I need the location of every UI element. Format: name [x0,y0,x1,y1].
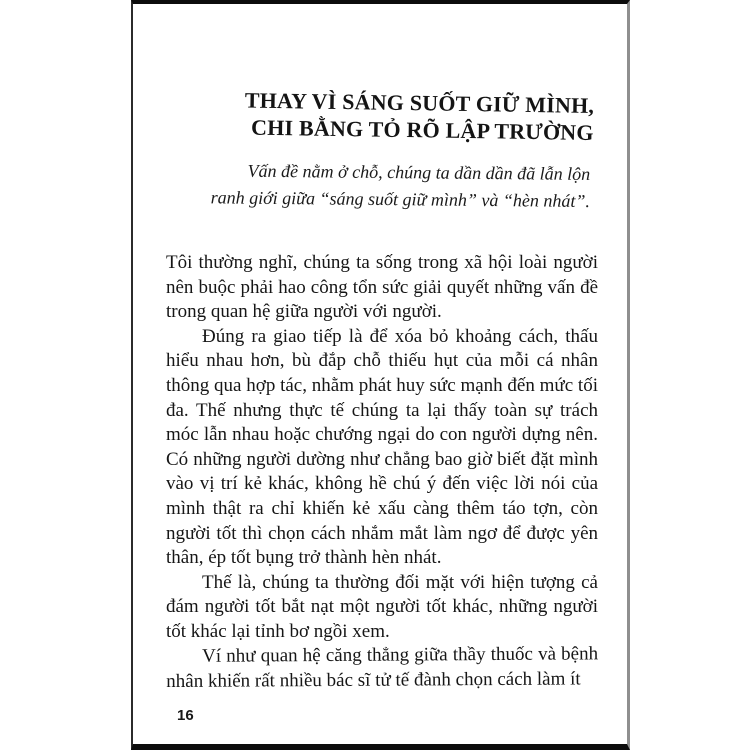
paragraph-2: Đúng ra giao tiếp là để xóa bỏ khoảng cách, thấu hiểu nhau hơn, bù đắp chỗ thiếu hụt của mỗi cá nhân thông qua hợp tác, nhằm phát huy sức mạnh đến mức tối đa. Thế nhưng thực tế chúng ta lại thấy toàn sự trách móc lẫn nhau hoặc chướng ngại do con người dựng nên. Có những người dường như chẳng bao giờ biết đặt mình vào vị trí kẻ khác, không hề chú ý đến việc lời nói của mình thật ra chỉ khiến kẻ xấu càng thêm táo tợn, còn người tốt thì chọn cách nhắm mắt làm ngơ để được yên thân, ép tốt bụng trở thành hèn nhát. [166,325,598,569]
paragraph-3: Thế là, chúng ta thường đối mặt với hiện tượng cả đám người tốt bắt nạt một người tốt khác, những người tốt khác lại tỉnh bơ ngồi xem. [166,571,598,642]
chapter-title-line-1: THAY VÌ SÁNG SUỐT GIỮ MÌNH, [244,87,594,118]
paragraph-4: Ví như quan hệ căng thẳng giữa thầy thuốc và bệnh nhân khiến rất nhiều bác sĩ tử tế đành chọn cách làm ít [166,642,599,692]
chapter-title [244,87,594,146]
chapter-title-line-2: CHI BẰNG TỎ RÕ LẬP TRƯỜNG [250,114,594,145]
paragraph-1: Tôi thường nghĩ, chúng ta sống trong xã hội loài người nên buộc phải hao công tổn sức giải quyết những vấn đề trong quan hệ giữa người với người. [166,252,598,323]
epigraph-line-2: ranh giới giữa “sáng suốt giữ mình” và “hèn nhát”. [210,187,590,211]
page-number: 16 [177,707,194,724]
body-text [166,251,598,694]
epigraph-line-1: Vấn đề nằm ở chỗ, chúng ta dần dần đã lẫn lộn [247,160,590,184]
epigraph [210,157,590,215]
book-page [131,0,630,750]
